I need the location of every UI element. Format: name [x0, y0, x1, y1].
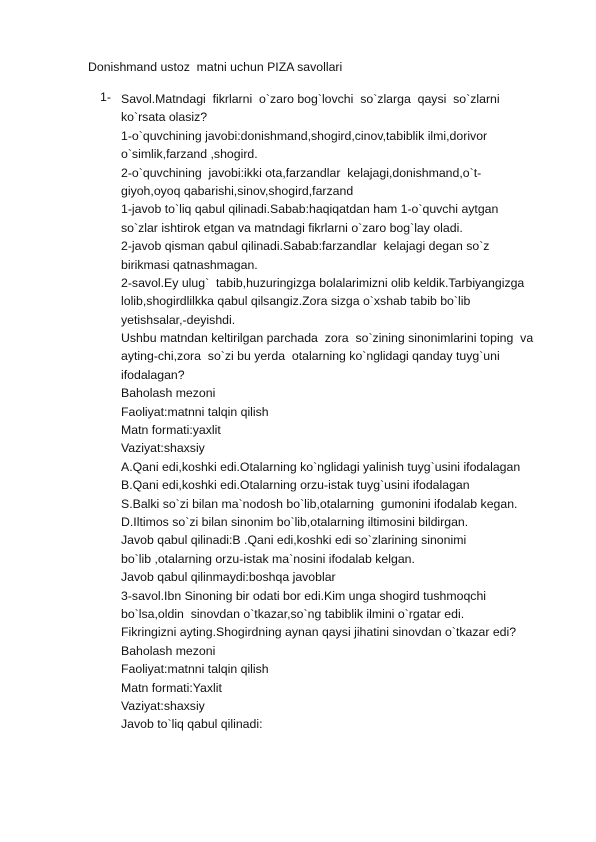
text-line: B.Qani edi,koshki edi.Otalarning orzu-istak tuyg`usini ifodalagan [121, 478, 470, 493]
text-line: Vaziyat:shaxsiy [121, 441, 205, 456]
text-line: birikmasi qatnashmagan. [121, 257, 258, 272]
text-line: Matn formati:yaxlit [121, 423, 221, 438]
text-line: ayting-chi,zora so`zi bu yerda otalarning ko`nglidagi qanday tuyg`uni [121, 349, 500, 364]
text-line: 2-savol.Ey ulug` tabib,huzuringizga bolalarimizni olib keldik.Tarbiyangizga [121, 275, 525, 290]
text-line: so`zlar ishtirok etgan va matndagi fikrlarni o`zaro bog`lay oladi. [121, 220, 463, 235]
text-line: lolib,shogirdlilkka qabul qilsangiz.Zora sizga o`xshab tabib bo`lib [121, 294, 471, 309]
text-line: 2-javob qisman qabul qilinadi.Sabab:farzandlar kelajagi degan so`z [121, 239, 490, 254]
text-line: Javob qabul qilinadi:B .Qani edi,koshki edi so`zlarining sinonimi [121, 533, 467, 548]
text-line: Javob qabul qilinmaydi:boshqa javoblar [121, 570, 336, 585]
text-line: bo`lsa,oldin sinovdan o`tkazar,so`ng tabiblik ilmini o`rgatar edi. [121, 606, 465, 621]
text-line: A.Qani edi,koshki edi.Otalarning ko`nglidagi yalinish tuyg`usini ifodalagan [121, 459, 521, 474]
text-line: Vaziyat:shaxsiy [121, 698, 205, 713]
text-line: S.Balki so`zi bilan ma`nodosh bo`lib,otalarning gumonini ifodalab kegan. [121, 496, 518, 511]
text-line: Faoliyat:matnni talqin qilish [121, 404, 269, 419]
text-line: giyoh,oyoq qabarishi,sinov,shogird,farzand [121, 183, 354, 198]
text-line: Faoliyat:matnni talqin qilish [121, 662, 269, 677]
text-line: 3-savol.Ibn Sinoning bir odati bor edi.Kim unga shogird tushmoqchi [121, 588, 487, 603]
text-line: Baholash mezoni [121, 386, 216, 401]
text-line: Savol.Matndagi fikrlarni o`zaro bog`lovchi so`zlarga qaysi so`zlarni [121, 92, 500, 106]
document-title: Donishmand ustoz matni uchun PIZA savollari [88, 60, 343, 74]
text-line: Ushbu matndan keltirilgan parchada zora so`zining sinonimlarini toping va [121, 331, 534, 346]
text-line: bo`lib ,otalarning orzu-istak ma`nosini ifodalab kelgan. [121, 551, 415, 566]
text-line: Javob to`liq qabul qilinadi: [121, 717, 263, 732]
text-line: 2-o`quvchining javobi:ikki ota,farzandlar kelajagi,donishmand,o`t- [121, 165, 482, 180]
text-line: 1-javob to`liq qabul qilinadi.Sabab:haqiqatdan ham 1-o`quvchi aytgan [121, 202, 499, 217]
text-line: ifodalagan? [121, 367, 185, 382]
text-line: yetishsalar,-deyishdi. [121, 312, 236, 327]
text-line: Matn formati:Yaxlit [121, 680, 222, 695]
text-line: o`simlik,farzand ,shogird. [121, 147, 258, 162]
text-line: 1-o`quvchining javobi:donishmand,shogird,cinov,tabiblik ilmi,dorivor [121, 128, 488, 143]
text-line: Baholash mezoni [121, 643, 216, 658]
text-line: Fikringizni ayting.Shogirdning aynan qaysi jihatini sinovdan o`tkazar edi? [121, 625, 517, 640]
text-line: D.Iltimos so`zi bilan sinonim bo`lib,otalarning iltimosini bildirgan. [121, 514, 469, 529]
text-line: ko`rsata olasiz? [121, 110, 208, 125]
document-body [121, 90, 576, 734]
list-marker: 1- [100, 90, 111, 104]
